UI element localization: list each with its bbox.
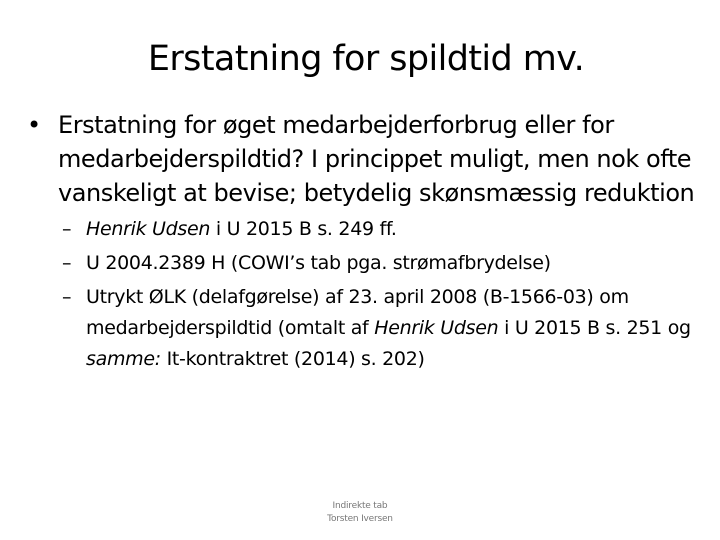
slide-footer: [300, 500, 420, 526]
sub-bullet-list: [20, 214, 710, 375]
slide-content: [20, 108, 710, 375]
slide-title: Erstatning for spildtid mv.: [147, 39, 585, 79]
dash-icon: –: [62, 252, 72, 274]
case-description: Utrykt ØLK (delafgørelse) af 23. april 2008 (B-1566-03) om medarbejderspildtid (omtalt af: [86, 286, 629, 339]
author-name: Henrik Udsen: [374, 317, 499, 339]
sub-bullet-2: [20, 248, 710, 279]
footer-author: Torsten Iversen: [327, 514, 393, 524]
sub-bullet-3-text: [86, 282, 710, 375]
footer-topic: Indirekte tab: [332, 501, 388, 511]
sub-bullet-1: [20, 214, 710, 245]
citation: i U 2015 B s. 249 ff.: [210, 218, 397, 240]
bullet-dot-icon: •: [27, 111, 41, 139]
author-name: Henrik Udsen: [86, 218, 211, 240]
main-bullet-text: Erstatning for øget medarbejderforbrug eller for medarbejderspildtid? I princippet muligt, men nok ofte vanskeligt at bevise; betydelig skønsmæssig reduktion: [58, 111, 695, 207]
dash-icon: –: [62, 218, 72, 240]
same-reference: samme:: [86, 348, 161, 370]
dash-icon: –: [62, 286, 72, 308]
sub-bullet-3: [20, 282, 710, 375]
citation: i U 2015 B s. 251 og: [498, 317, 691, 339]
sub-bullet-2-text: U 2004.2389 H (COWI’s tab pga. strømafbrydelse): [86, 252, 551, 274]
main-bullet: [20, 108, 710, 210]
sub-bullet-1-text: [86, 218, 397, 240]
book-citation: It-kontraktret (2014) s. 202): [160, 348, 425, 370]
